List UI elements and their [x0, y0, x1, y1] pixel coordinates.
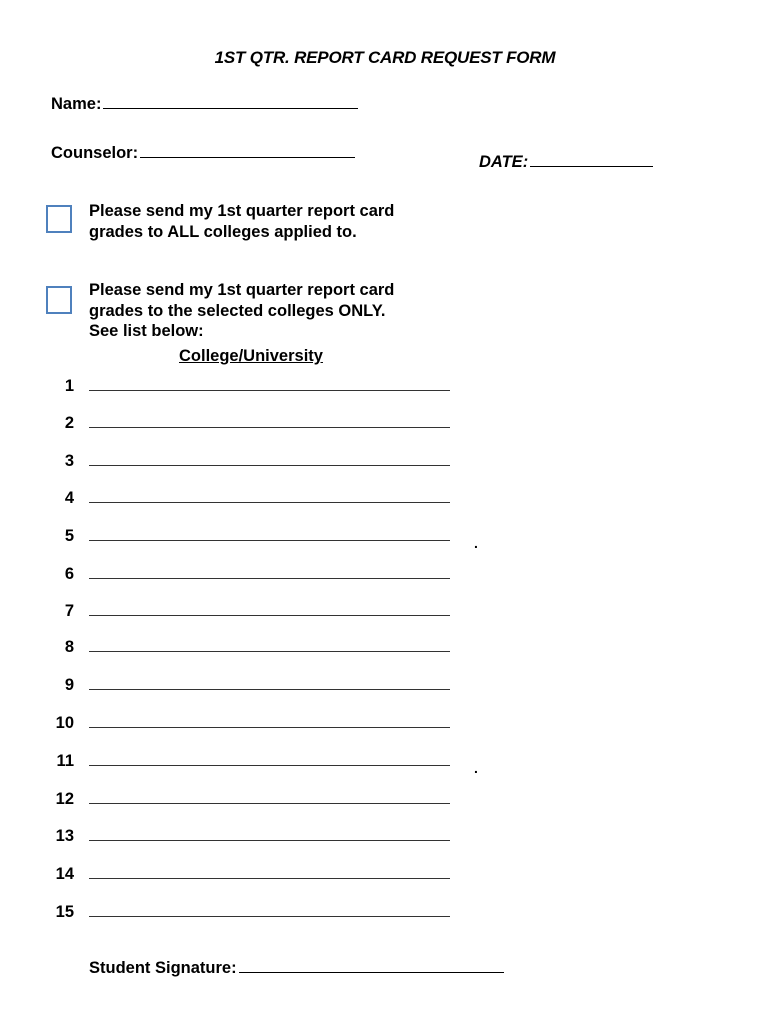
- college-blank-line[interactable]: [89, 465, 450, 466]
- signature-label: Student Signature:: [89, 959, 237, 977]
- college-row[interactable]: [0, 903, 770, 925]
- college-row-number: 9: [64, 676, 74, 694]
- college-row[interactable]: [0, 602, 770, 624]
- send-all-option-text: [89, 201, 394, 242]
- college-row-number: 10: [55, 714, 74, 732]
- college-row-number: 3: [64, 452, 74, 470]
- send-all-checkbox[interactable]: [46, 205, 72, 233]
- college-row[interactable]: [0, 714, 770, 736]
- signature-input-line[interactable]: [239, 960, 504, 973]
- college-row[interactable]: [0, 452, 770, 474]
- send-selected-line-3: See list below:: [89, 322, 204, 340]
- college-row-number: 13: [55, 827, 74, 845]
- college-list-header: College/University: [179, 347, 323, 365]
- stray-dot-mark: .: [474, 760, 478, 776]
- stray-dot-mark: .: [474, 535, 478, 551]
- college-row[interactable]: [0, 527, 770, 549]
- college-row-number: 8: [64, 638, 74, 656]
- send-selected-line-1: Please send my 1st quarter report card: [89, 281, 395, 299]
- college-blank-line[interactable]: [89, 689, 450, 690]
- college-blank-line[interactable]: [89, 615, 450, 616]
- college-row[interactable]: [0, 638, 770, 660]
- send-all-line-2: grades to ALL colleges applied to.: [89, 222, 357, 241]
- college-blank-line[interactable]: [89, 727, 450, 728]
- college-row-number: 6: [64, 565, 74, 583]
- college-row[interactable]: [0, 676, 770, 698]
- college-blank-line[interactable]: [89, 390, 450, 391]
- counselor-field[interactable]: [51, 144, 355, 163]
- college-row[interactable]: [0, 790, 770, 812]
- name-label: Name:: [51, 95, 102, 113]
- college-blank-line[interactable]: [89, 878, 450, 879]
- date-input-line[interactable]: [530, 154, 653, 167]
- college-blank-line[interactable]: [89, 916, 450, 917]
- college-blank-line[interactable]: [89, 765, 450, 766]
- name-field[interactable]: [51, 95, 358, 114]
- date-field[interactable]: [479, 153, 653, 172]
- college-row-number: 2: [64, 414, 74, 432]
- college-row-number: 4: [64, 489, 74, 507]
- college-row[interactable]: [0, 827, 770, 849]
- college-blank-line[interactable]: [89, 803, 450, 804]
- college-blank-line[interactable]: [89, 578, 450, 579]
- send-all-line-1: Please send my 1st quarter report card: [89, 202, 395, 220]
- college-blank-line[interactable]: [89, 427, 450, 428]
- college-row[interactable]: [0, 489, 770, 511]
- college-row-number: 12: [55, 790, 74, 808]
- college-blank-line[interactable]: [89, 651, 450, 652]
- send-selected-option-text: [89, 280, 394, 342]
- form-title: 1ST QTR. REPORT CARD REQUEST FORM: [214, 48, 556, 67]
- college-row[interactable]: [0, 377, 770, 399]
- college-row-number: 5: [64, 527, 74, 545]
- name-input-line[interactable]: [103, 96, 358, 109]
- counselor-label: Counselor:: [51, 144, 139, 162]
- college-row-number: 11: [56, 752, 74, 770]
- college-row-number: 14: [55, 865, 74, 883]
- college-row[interactable]: [0, 565, 770, 587]
- college-row-number: 15: [55, 903, 74, 921]
- college-blank-line[interactable]: [89, 540, 450, 541]
- college-row-number: 1: [64, 377, 74, 395]
- counselor-input-line[interactable]: [140, 145, 355, 158]
- send-selected-line-2: grades to the selected colleges ONLY.: [89, 301, 386, 320]
- date-label: DATE:: [479, 153, 529, 171]
- college-blank-line[interactable]: [89, 502, 450, 503]
- college-row[interactable]: [0, 752, 770, 774]
- college-row[interactable]: [0, 865, 770, 887]
- college-blank-line[interactable]: [89, 840, 450, 841]
- student-signature-field[interactable]: [89, 959, 504, 978]
- college-row-number: 7: [64, 602, 74, 620]
- college-row[interactable]: [0, 414, 770, 436]
- send-selected-checkbox[interactable]: [46, 286, 72, 314]
